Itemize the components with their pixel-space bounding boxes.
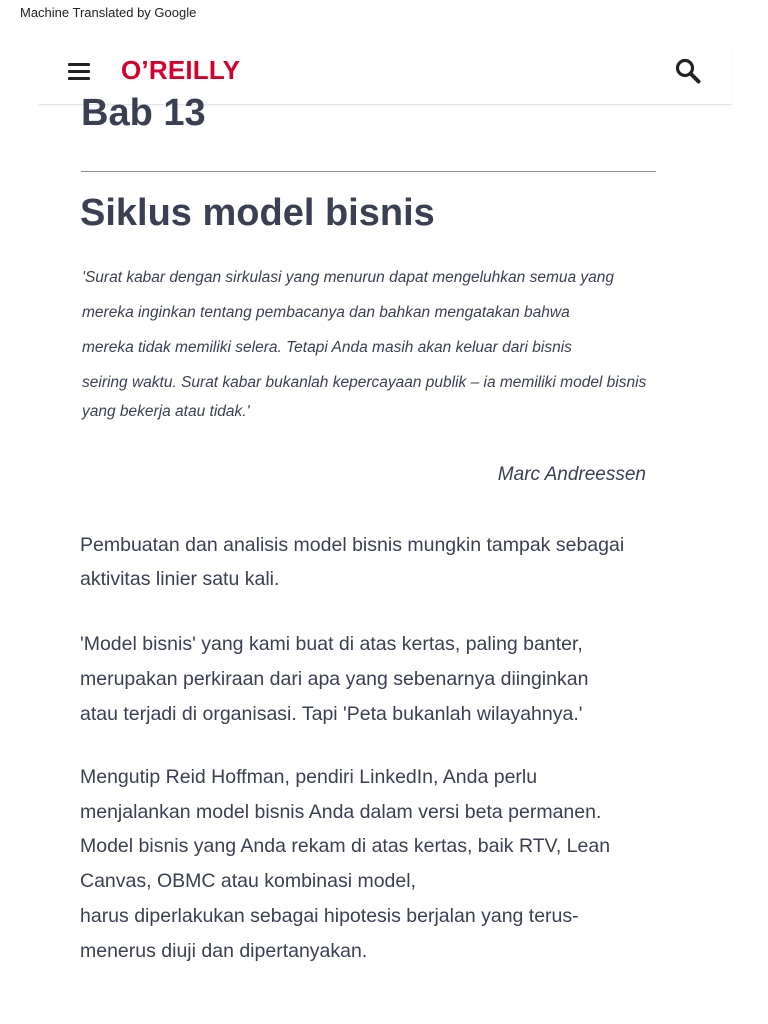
paragraph-line: Mengutip Reid Hoffman, pendiri LinkedIn, Anda perlu [80,766,538,788]
paragraph-line: Model bisnis yang Anda rekam di atas kertas, baik RTV, Lean [80,835,611,857]
paragraph-line: menerus diuji dan dipertanyakan. [80,940,368,962]
chapter-title: Siklus model bisnis [80,192,435,234]
chapter-divider [81,171,656,172]
paragraph-line: Canvas, OBMC atau kombinasi model, [80,870,416,892]
oreilly-logo[interactable]: O’REILLY [121,55,241,85]
paragraph-line: Pembuatan dan analisis model bisnis mungkin tampak sebagai [80,534,625,556]
paragraph-line: merupakan perkiraan dari apa yang sebenarnya diinginkan [80,668,589,690]
epigraph-attribution: Marc Andreessen [497,464,646,485]
chapter-number: Bab 13 [81,92,206,134]
search-icon[interactable] [674,57,702,85]
epigraph-line: mereka tidak memiliki selera. Tetapi Anda masih akan keluar dari bisnis [82,339,572,356]
paragraph-line: menjalankan model bisnis Anda dalam versi beta permanen. [80,801,602,823]
machine-translation-banner: Machine Translated by Google [20,5,197,20]
paragraph-line: 'Model bisnis' yang kami buat di atas kertas, paling banter, [80,633,583,655]
paragraph-line: harus diperlakukan sebagai hipotesis berjalan yang terus- [80,905,579,927]
hamburger-menu-icon[interactable] [68,62,90,80]
paragraph-line: aktivitas linier satu kali. [80,568,280,590]
epigraph-line: yang bekerja atau tidak.' [82,403,250,420]
epigraph-line: mereka inginkan tentang pembacanya dan bahkan mengatakan bahwa [82,304,570,321]
paragraph-line: atau terjadi di organisasi. Tapi 'Peta bukanlah wilayahnya.' [80,703,583,725]
epigraph-line: seiring waktu. Surat kabar bukanlah kepercayaan publik – ia memiliki model bisnis [82,374,647,391]
epigraph-line: 'Surat kabar dengan sirkulasi yang menurun dapat mengeluhkan semua yang [82,269,615,286]
